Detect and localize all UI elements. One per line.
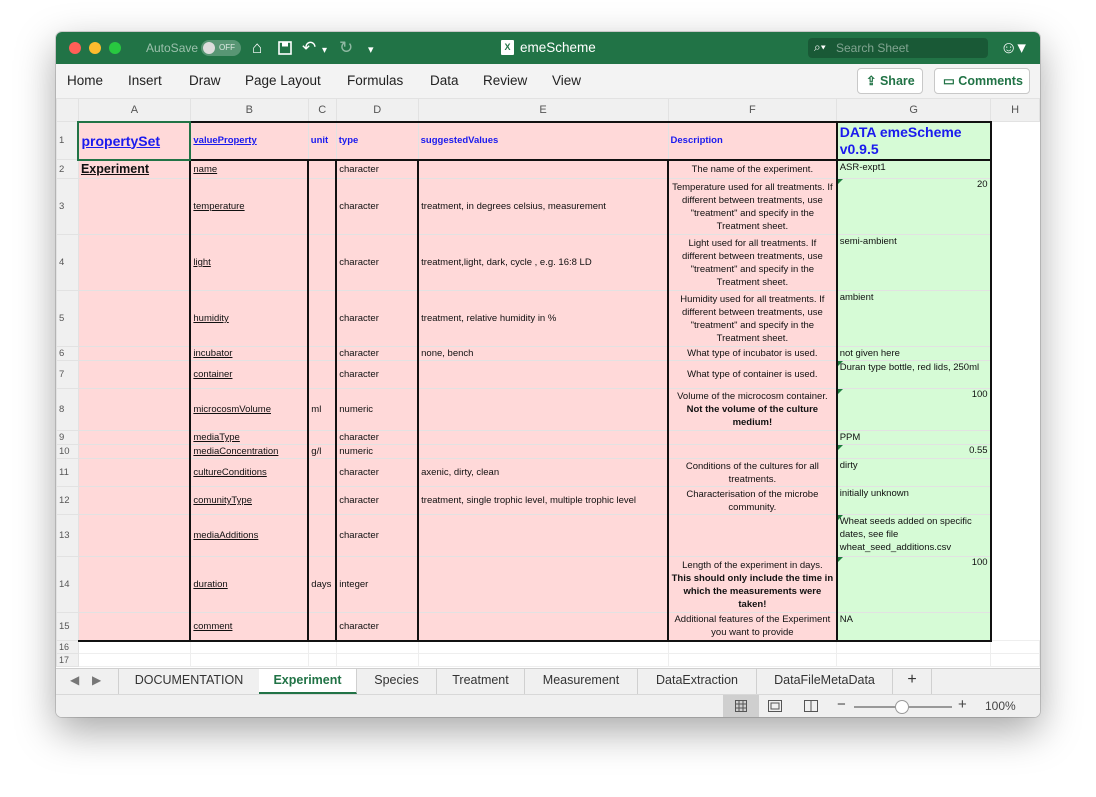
menu-view[interactable]: View	[552, 73, 582, 88]
normal-view-button[interactable]	[723, 695, 759, 717]
cell-c10[interactable]: g/l	[308, 445, 336, 459]
empty-cell[interactable]	[668, 654, 837, 667]
table-row	[57, 654, 1040, 667]
cell-a15[interactable]	[78, 613, 190, 641]
zoom-slider-thumb[interactable]	[895, 700, 909, 714]
scroll-tabs-right-icon[interactable]: ▶	[92, 673, 102, 687]
cell-f7[interactable]: What type of container is used.	[668, 361, 837, 389]
cell-b5[interactable]: humidity	[190, 291, 308, 347]
comments-label: Comments	[958, 74, 1023, 88]
cell-e7[interactable]	[418, 361, 668, 389]
cell-d7[interactable]: character	[336, 361, 418, 389]
cell-f4[interactable]: Light used for all treatments. If different between treatments, use "treatment" and specify in the Treatment sheet.	[668, 235, 837, 291]
cell-f10[interactable]	[668, 445, 837, 459]
row-header[interactable]: 8	[57, 389, 79, 431]
row-header[interactable]: 1	[57, 122, 79, 160]
cell-f12[interactable]: Characterisation of the microbe community.	[668, 487, 837, 515]
description-bold-text: This should only include the time in which the measurements were taken!	[671, 572, 834, 610]
cell-h6[interactable]	[991, 347, 1040, 361]
cell-b6[interactable]: incubator	[190, 347, 308, 361]
description-text: Length of the experiment in days.	[682, 559, 823, 571]
cell-c15[interactable]	[308, 613, 336, 641]
cell-h15[interactable]	[991, 613, 1040, 641]
cell-a2[interactable]: Experiment	[78, 160, 190, 179]
cell-d1[interactable]: type	[336, 122, 418, 160]
table-row	[57, 235, 1040, 291]
row-header[interactable]: 13	[57, 515, 79, 557]
menu-draw[interactable]: Draw	[189, 73, 221, 88]
cell-h11[interactable]	[991, 459, 1040, 487]
empty-cell[interactable]	[190, 654, 308, 667]
cell-a11[interactable]	[78, 459, 190, 487]
cell-e12[interactable]: treatment, single trophic level, multiple trophic level	[418, 487, 668, 515]
cell-d11[interactable]: character	[336, 459, 418, 487]
cell-g15[interactable]: NA	[837, 613, 991, 641]
table-row	[57, 641, 1040, 654]
cell-g9[interactable]: PPM	[837, 431, 991, 445]
cell-b9[interactable]: mediaType	[190, 431, 308, 445]
tab-datafilemetadata[interactable]: DataFileMetaData	[757, 669, 893, 694]
cell-g2[interactable]: ASR-expt1	[837, 160, 991, 179]
cell-f15[interactable]: Additional features of the Experiment you want to provide	[668, 613, 837, 641]
cell-e3[interactable]: treatment, in degrees celsius, measurement	[418, 179, 668, 235]
menu-home[interactable]: Home	[67, 73, 104, 88]
title-bar	[56, 32, 1040, 64]
table-row	[57, 122, 1040, 160]
sheet-tab-bar	[56, 668, 1040, 695]
cell-c1[interactable]: unit	[308, 122, 336, 160]
empty-cell[interactable]	[837, 641, 991, 654]
autosave-toggle[interactable]	[201, 40, 241, 56]
column-header-d[interactable]: D	[336, 99, 418, 122]
status-bar	[56, 694, 1040, 717]
cell-d14[interactable]: integer	[336, 557, 418, 613]
cell-e4[interactable]: treatment,light, dark, cycle , e.g. 16:8 LD	[418, 235, 668, 291]
cell-h8[interactable]	[991, 389, 1040, 431]
cell-b4[interactable]: light	[190, 235, 308, 291]
cell-d13[interactable]: character	[336, 515, 418, 557]
row-header[interactable]: 10	[57, 445, 79, 459]
column-header-b[interactable]: B	[190, 99, 308, 122]
empty-cell[interactable]	[418, 654, 668, 667]
cell-f13[interactable]	[668, 515, 837, 557]
comments-button[interactable]	[934, 68, 1030, 94]
cell-g4[interactable]: semi-ambient	[837, 235, 991, 291]
cell-h7[interactable]	[991, 361, 1040, 389]
row-header[interactable]: 7	[57, 361, 79, 389]
cell-d12[interactable]: character	[336, 487, 418, 515]
row-header[interactable]: 16	[57, 641, 79, 654]
cell-d15[interactable]: character	[336, 613, 418, 641]
cell-b14[interactable]: duration	[190, 557, 308, 613]
cell-g11[interactable]: dirty	[837, 459, 991, 487]
add-sheet-button[interactable]: +	[893, 669, 932, 694]
cell-c12[interactable]	[308, 487, 336, 515]
table-row	[57, 389, 1040, 431]
spreadsheet-table[interactable]	[56, 98, 1040, 667]
document-title: emeScheme	[520, 40, 596, 55]
cell-g7[interactable]: Duran type bottle, red lids, 250ml	[837, 361, 991, 389]
redo-icon[interactable]: ↻	[339, 38, 354, 57]
empty-cell[interactable]	[308, 654, 336, 667]
worksheet-grid[interactable]	[56, 98, 1040, 668]
cell-h12[interactable]	[991, 487, 1040, 515]
search-placeholder: Search Sheet	[836, 41, 909, 55]
feedback-smiley-icon[interactable]: ☺▾	[1000, 38, 1026, 57]
cell-a1[interactable]: propertySet	[78, 122, 190, 160]
page-layout-view-button[interactable]	[768, 700, 782, 715]
description-bold-text: Not the volume of the culture medium!	[686, 404, 819, 428]
empty-cell[interactable]	[336, 654, 418, 667]
cell-g13[interactable]: Wheat seeds added on specific dates, see file wheat_seed_additions.csv	[837, 515, 991, 557]
table-row	[57, 459, 1040, 487]
menu-review[interactable]: Review	[483, 73, 528, 88]
column-header-a[interactable]: A	[78, 99, 190, 122]
cell-f6[interactable]: What type of incubator is used.	[668, 347, 837, 361]
zoom-window-button[interactable]	[109, 42, 121, 54]
cell-g8[interactable]: 100	[837, 389, 991, 431]
cell-b10[interactable]: mediaConcentration	[190, 445, 308, 459]
cell-f14[interactable]	[668, 557, 837, 613]
save-icon[interactable]	[278, 38, 292, 60]
page-break-view-button[interactable]	[804, 700, 818, 715]
empty-cell[interactable]	[991, 654, 1040, 667]
row-header[interactable]: 11	[57, 459, 79, 487]
cell-f1[interactable]: Description	[668, 122, 837, 160]
column-header-row	[57, 99, 1040, 122]
share-label: Share	[879, 74, 915, 88]
cell-a3[interactable]	[78, 179, 190, 235]
cell-e6[interactable]: none, bench	[418, 347, 668, 361]
cell-a9[interactable]	[78, 431, 190, 445]
cell-b2[interactable]: name	[190, 160, 308, 179]
search-sheet-field[interactable]	[808, 38, 988, 58]
menu-formulas[interactable]: Formulas	[347, 73, 404, 88]
empty-cell[interactable]	[190, 641, 308, 654]
empty-cell[interactable]	[668, 641, 837, 654]
row-header[interactable]: 4	[57, 235, 79, 291]
scroll-tabs-left-icon[interactable]: ◀	[70, 673, 80, 687]
cell-b13[interactable]: mediaAdditions	[190, 515, 308, 557]
empty-cell[interactable]	[308, 641, 336, 654]
cell-c9[interactable]	[308, 431, 336, 445]
tab-experiment[interactable]: Experiment	[259, 669, 357, 694]
cell-c2[interactable]	[308, 160, 336, 179]
cell-a4[interactable]	[78, 235, 190, 291]
cell-h4[interactable]	[991, 235, 1040, 291]
cell-f8[interactable]	[668, 389, 837, 431]
cell-c6[interactable]	[308, 347, 336, 361]
cell-e14[interactable]	[418, 557, 668, 613]
tab-treatment[interactable]: Treatment	[437, 669, 525, 694]
cell-g6[interactable]: not given here	[837, 347, 991, 361]
row-header[interactable]: 17	[57, 654, 79, 667]
ribbon-tabs	[56, 64, 1040, 99]
autosave-label: AutoSave	[146, 41, 199, 55]
empty-cell[interactable]	[837, 654, 991, 667]
cell-d6[interactable]: character	[336, 347, 418, 361]
cell-b1[interactable]: valueProperty	[190, 122, 308, 160]
table-row	[57, 487, 1040, 515]
table-row	[57, 361, 1040, 389]
toggle-knob	[203, 42, 215, 54]
undo-icon[interactable]: ↶	[302, 38, 317, 57]
cell-a12[interactable]	[78, 487, 190, 515]
zoom-in-button[interactable]: +	[958, 696, 967, 713]
cell-c13[interactable]	[308, 515, 336, 557]
cell-c11[interactable]	[308, 459, 336, 487]
cell-g3[interactable]: 20	[837, 179, 991, 235]
cell-f5[interactable]: Humidity used for all treatments. If different between treatments, use "treatment" and specify in the Treatment sheet.	[668, 291, 837, 347]
menu-data[interactable]: Data	[430, 73, 459, 88]
empty-cell[interactable]	[991, 641, 1040, 654]
cell-e2[interactable]	[418, 160, 668, 179]
cell-c8[interactable]: ml	[308, 389, 336, 431]
cell-d9[interactable]: character	[336, 431, 418, 445]
cell-a10[interactable]	[78, 445, 190, 459]
row-header[interactable]: 9	[57, 431, 79, 445]
cell-g1[interactable]: DATA emeScheme v0.9.5	[837, 122, 991, 160]
table-row	[57, 179, 1040, 235]
cell-a6[interactable]	[78, 347, 190, 361]
column-header-f[interactable]: F	[668, 99, 837, 122]
cell-e10[interactable]	[418, 445, 668, 459]
cell-h5[interactable]	[991, 291, 1040, 347]
cell-f2[interactable]: The name of the experiment.	[668, 160, 837, 179]
row-header[interactable]: 14	[57, 557, 79, 613]
cell-c4[interactable]	[308, 235, 336, 291]
cell-c14[interactable]: days	[308, 557, 336, 613]
cell-e13[interactable]	[418, 515, 668, 557]
table-row	[57, 160, 1040, 179]
tab-dataextraction[interactable]: DataExtraction	[638, 669, 757, 694]
cell-b8[interactable]: microcosmVolume	[190, 389, 308, 431]
cell-h3[interactable]	[991, 179, 1040, 235]
cell-d8[interactable]: numeric	[336, 389, 418, 431]
table-row	[57, 291, 1040, 347]
cell-f11[interactable]: Conditions of the cultures for all treatments.	[668, 459, 837, 487]
cell-e9[interactable]	[418, 431, 668, 445]
cell-a5[interactable]	[78, 291, 190, 347]
column-header-e[interactable]: E	[418, 99, 668, 122]
select-all-corner[interactable]	[57, 99, 79, 122]
zoom-out-button[interactable]: −	[837, 696, 846, 713]
menu-page-layout[interactable]: Page Layout	[245, 73, 321, 88]
cell-e1[interactable]: suggestedValues	[418, 122, 668, 160]
cell-h14[interactable]	[991, 557, 1040, 613]
cell-a8[interactable]	[78, 389, 190, 431]
table-row	[57, 347, 1040, 361]
row-header[interactable]: 3	[57, 179, 79, 235]
excel-window	[56, 32, 1040, 717]
cell-b15[interactable]: comment	[190, 613, 308, 641]
table-row	[57, 613, 1040, 641]
cell-h9[interactable]	[991, 431, 1040, 445]
minimize-window-button[interactable]	[89, 42, 101, 54]
cell-e8[interactable]	[418, 389, 668, 431]
comment-icon: ▭	[943, 74, 955, 88]
row-header[interactable]: 6	[57, 347, 79, 361]
cell-d4[interactable]: character	[336, 235, 418, 291]
cell-g12[interactable]: initially unknown	[837, 487, 991, 515]
empty-cell[interactable]	[78, 654, 190, 667]
cell-f3[interactable]: Temperature used for all treatments. If different between treatments, use "treatment" and specify in the Treatment sheet.	[668, 179, 837, 235]
cell-g14[interactable]: 100	[837, 557, 991, 613]
share-button[interactable]	[857, 68, 923, 94]
cell-c3[interactable]	[308, 179, 336, 235]
cell-e15[interactable]	[418, 613, 668, 641]
row-header[interactable]: 2	[57, 160, 79, 179]
column-header-h[interactable]: H	[991, 99, 1040, 122]
cell-a14[interactable]	[78, 557, 190, 613]
empty-cell[interactable]	[336, 641, 418, 654]
share-icon: ⇪	[866, 74, 877, 88]
table-row	[57, 431, 1040, 445]
empty-cell[interactable]	[418, 641, 668, 654]
tab-species[interactable]: Species	[357, 669, 437, 694]
description-text: Volume of the microcosm container.	[677, 391, 828, 402]
cell-d2[interactable]: character	[336, 160, 418, 179]
excel-doc-icon: X	[501, 40, 514, 55]
table-row	[57, 515, 1040, 557]
cell-g10[interactable]: 0.55	[837, 445, 991, 459]
cell-h1[interactable]	[991, 122, 1040, 160]
cell-e11[interactable]: axenic, dirty, clean	[418, 459, 668, 487]
close-window-button[interactable]	[69, 42, 81, 54]
customize-toolbar-icon[interactable]: ▾	[368, 44, 374, 56]
autosave-state: OFF	[219, 43, 235, 52]
cell-a13[interactable]	[78, 515, 190, 557]
cell-f9[interactable]	[668, 431, 837, 445]
undo-dropdown-icon[interactable]: ▾	[322, 45, 328, 56]
menu-insert[interactable]: Insert	[128, 73, 162, 88]
zoom-level[interactable]: 100%	[985, 699, 1016, 713]
column-header-g[interactable]: G	[837, 99, 991, 122]
cell-b7[interactable]: container	[190, 361, 308, 389]
row-header[interactable]: 5	[57, 291, 79, 347]
cell-b12[interactable]: comunityType	[190, 487, 308, 515]
row-header[interactable]: 15	[57, 613, 79, 641]
cell-g5[interactable]: ambient	[837, 291, 991, 347]
table-row	[57, 557, 1040, 613]
table-row	[57, 445, 1040, 459]
cell-a7[interactable]	[78, 361, 190, 389]
row-header[interactable]: 12	[57, 487, 79, 515]
search-icon: ⌕▾	[814, 40, 826, 54]
column-header-c[interactable]: C	[308, 99, 336, 122]
cell-h10[interactable]	[991, 445, 1040, 459]
cell-h2[interactable]	[991, 160, 1040, 179]
home-icon[interactable]: ⌂	[252, 38, 263, 57]
cell-c7[interactable]	[308, 361, 336, 389]
empty-cell[interactable]	[78, 641, 190, 654]
tab-measurement[interactable]: Measurement	[525, 669, 638, 694]
cell-c5[interactable]	[308, 291, 336, 347]
tab-documentation[interactable]: DOCUMENTATION	[118, 669, 260, 694]
zoom-slider-track[interactable]	[854, 706, 952, 708]
cell-h13[interactable]	[991, 515, 1040, 557]
cell-d5[interactable]: character	[336, 291, 418, 347]
cell-b11[interactable]: cultureConditions	[190, 459, 308, 487]
cell-e5[interactable]: treatment, relative humidity in %	[418, 291, 668, 347]
cell-d10[interactable]: numeric	[336, 445, 418, 459]
cell-d3[interactable]: character	[336, 179, 418, 235]
cell-b3[interactable]: temperature	[190, 179, 308, 235]
